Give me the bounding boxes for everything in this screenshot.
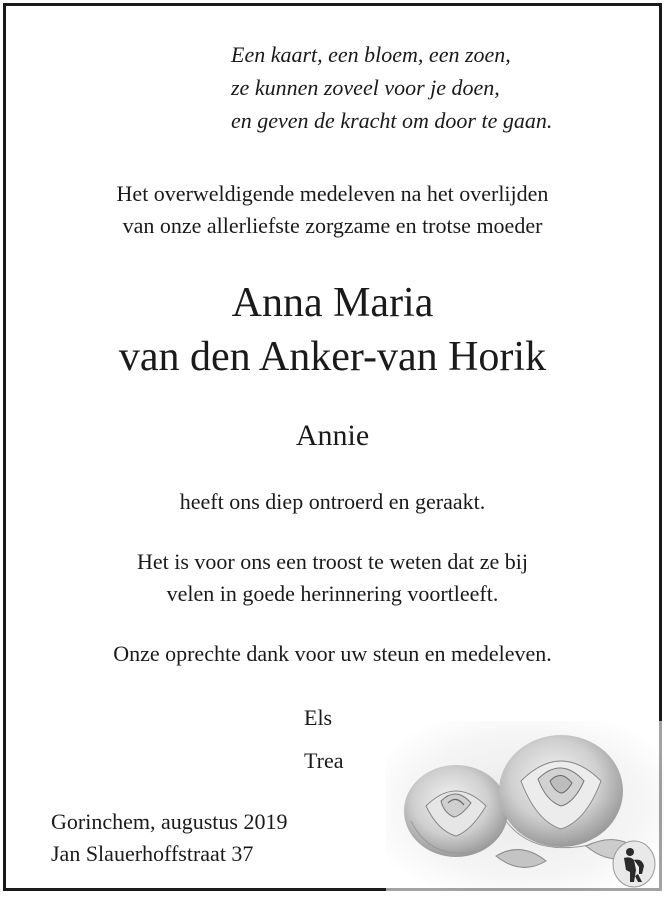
deceased-nickname: Annie: [295, 419, 370, 452]
comfort-line-2: velen in goede herinnering voortleeft.: [166, 581, 499, 606]
poem: [231, 38, 552, 137]
condolence-notice: [3, 3, 662, 891]
touched-text: heeft ons diep ontroerd en geraakt.: [179, 489, 486, 514]
signatory-1: Els: [304, 705, 333, 730]
intro-line-2: van onze allerliefste zorgzame en trotse moeder: [122, 213, 543, 238]
poem-line-3: en geven de kracht om door te gaan.: [231, 108, 553, 133]
deceased-name: [6, 276, 659, 384]
comfort-text: [6, 546, 659, 610]
deceased-name-line-1: Anna Maria: [231, 280, 434, 326]
place-date: Gorinchem, augustus 2019: [51, 809, 288, 834]
intro-text: [6, 178, 659, 242]
poem-line-2: ze kunnen zoveel voor je doen,: [231, 75, 500, 100]
address-block: [51, 806, 287, 870]
street-address: Jan Slauerhoffstraat 37: [51, 841, 254, 866]
signatory-2: Trea: [304, 748, 344, 773]
poem-line-1: Een kaart, een bloem, een zoen,: [231, 42, 511, 67]
deceased-name-line-2: van den Anker-van Horik: [118, 334, 547, 380]
mourning-figure-logo-icon: [612, 840, 656, 888]
intro-line-1: Het overweldigende medeleven na het overlijden: [116, 181, 549, 206]
comfort-line-1: Het is voor ons een troost te weten dat ze bij: [136, 549, 528, 574]
thanks-text: Onze oprechte dank voor uw steun en medeleven.: [113, 641, 552, 666]
